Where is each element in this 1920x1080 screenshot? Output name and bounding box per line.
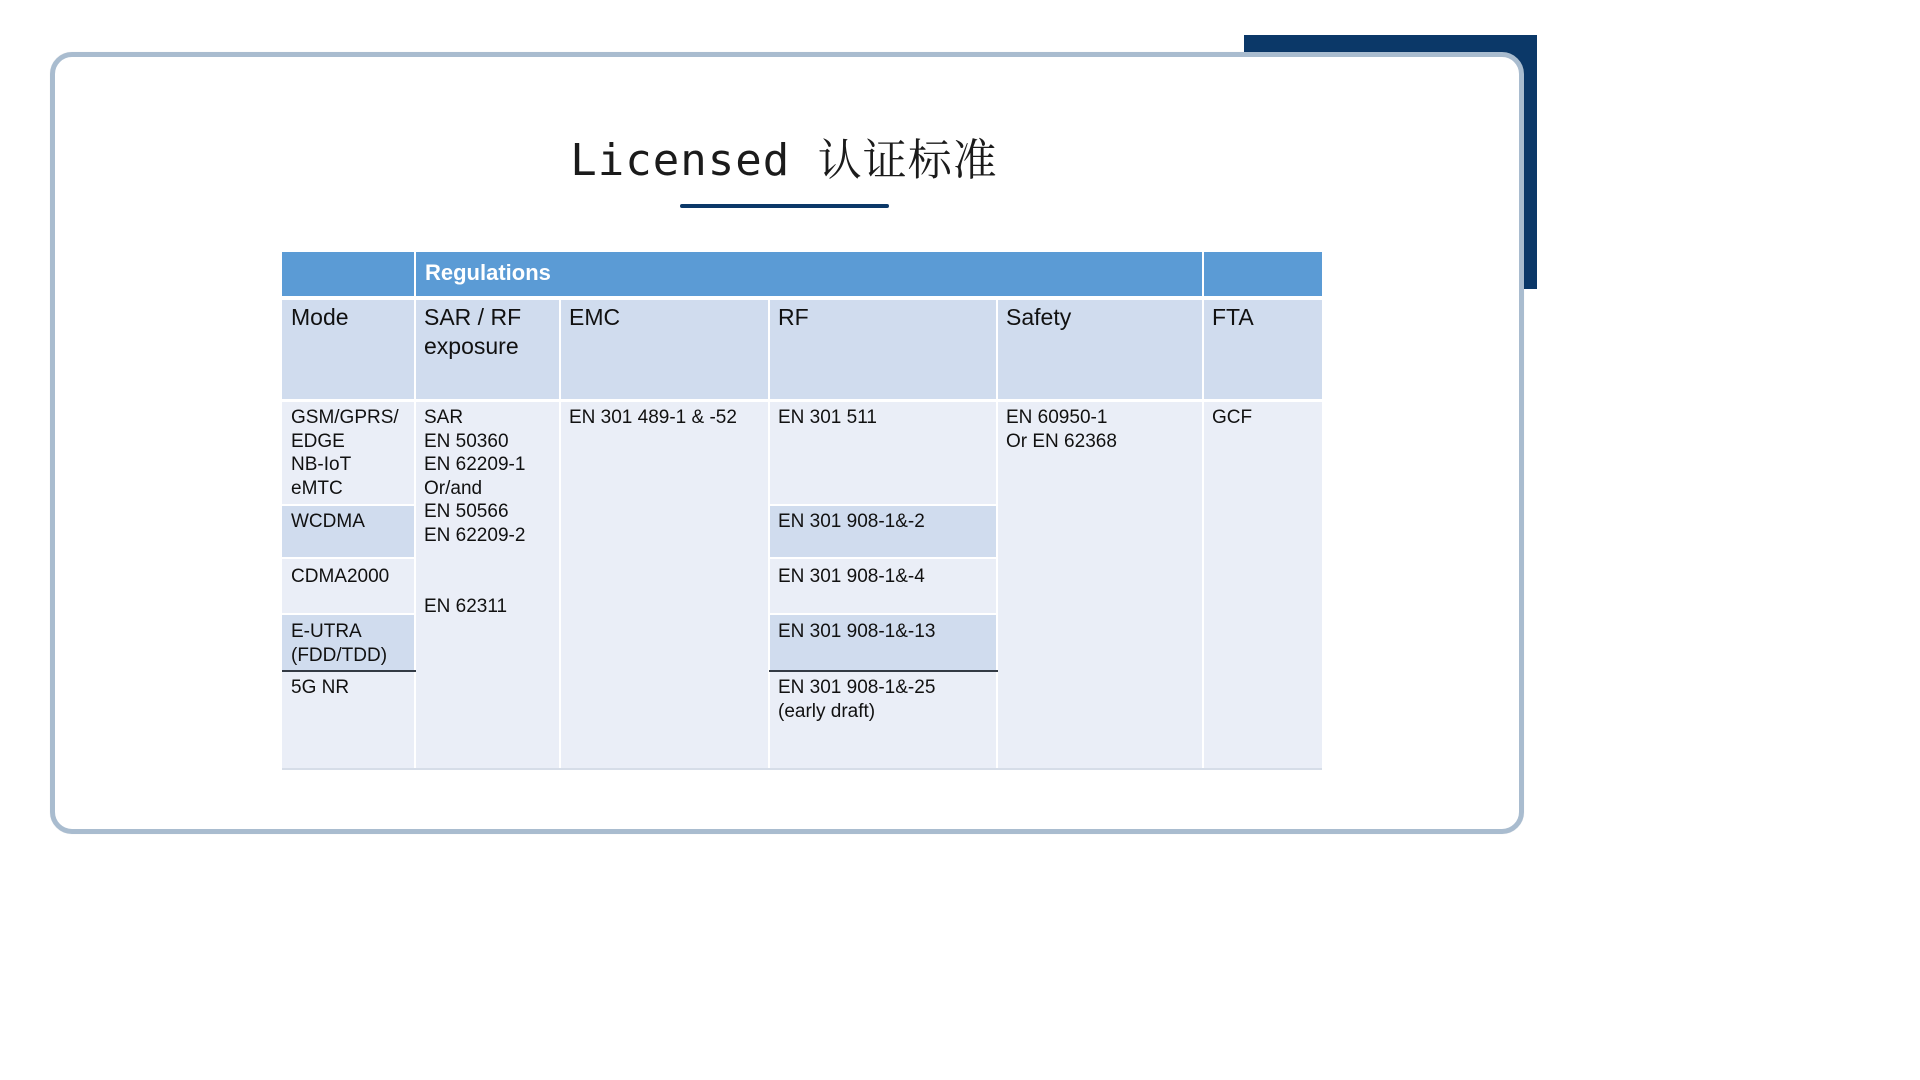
- col-divider-1: [414, 252, 416, 770]
- col-divider-4: [996, 297, 998, 770]
- rf-e-utra: EN 301 908-1&-13: [769, 615, 997, 670]
- fta-standard: GCF: [1203, 405, 1322, 445]
- row-divider-cdma-rf: [769, 613, 997, 615]
- row-divider-wcdma-rf: [769, 557, 997, 559]
- title-underline: [680, 204, 889, 208]
- col-header-sar: SAR / RF exposure: [415, 298, 560, 400]
- header-blank-mode: [282, 252, 415, 296]
- mode-e-utra: E-UTRA (FDD/TDD): [282, 615, 415, 670]
- header-blank-fta: [1203, 252, 1322, 296]
- regulations-table: [282, 252, 1322, 770]
- col-header-emc: EMC: [560, 298, 769, 400]
- col-header-mode: Mode: [282, 298, 415, 400]
- table-bottom-line: [282, 768, 1322, 770]
- col-divider-5: [1202, 252, 1204, 770]
- emc-standard: EN 301 489-1 & -52: [560, 405, 769, 465]
- rf-5g-nr: EN 301 908-1&-25 (early draft): [769, 672, 997, 770]
- sar-en62311: EN 62311: [415, 595, 560, 625]
- mode-cdma2000: CDMA2000: [282, 558, 415, 615]
- row-divider-5g-mode: [282, 670, 416, 672]
- mode-gsm: GSM/GPRS/ EDGE NB-IoT eMTC: [282, 405, 415, 506]
- col-divider-3: [768, 297, 770, 770]
- mode-wcdma: WCDMA: [282, 506, 415, 558]
- mode-5g-nr: 5G NR: [282, 672, 415, 770]
- col-header-rf: RF: [769, 298, 997, 400]
- rf-wcdma: EN 301 908-1&-2: [769, 506, 997, 558]
- row-divider-wcdma: [282, 557, 416, 559]
- row-divider-gsm: [282, 504, 416, 506]
- rf-cdma2000: EN 301 908-1&-4: [769, 558, 997, 615]
- subheader-divider: [282, 399, 1322, 402]
- col-header-safety: Safety: [997, 298, 1203, 400]
- safety-standards: EN 60950-1 Or EN 62368: [997, 405, 1203, 465]
- regulations-header: Regulations: [415, 252, 1203, 296]
- slide-title: Licensed 认证标准: [570, 135, 998, 186]
- col-header-fta: FTA: [1203, 298, 1322, 400]
- col-divider-2: [559, 297, 561, 770]
- sar-standards: SAR EN 50360 EN 62209-1 Or/and EN 50566 EN 62209-2: [415, 405, 560, 585]
- rf-gsm: EN 301 511: [769, 405, 997, 506]
- row-divider-5g-rf: [769, 670, 998, 672]
- row-divider-cdma: [282, 613, 416, 615]
- row-divider-gsm-rf: [769, 504, 997, 506]
- header-divider: [282, 296, 1322, 300]
